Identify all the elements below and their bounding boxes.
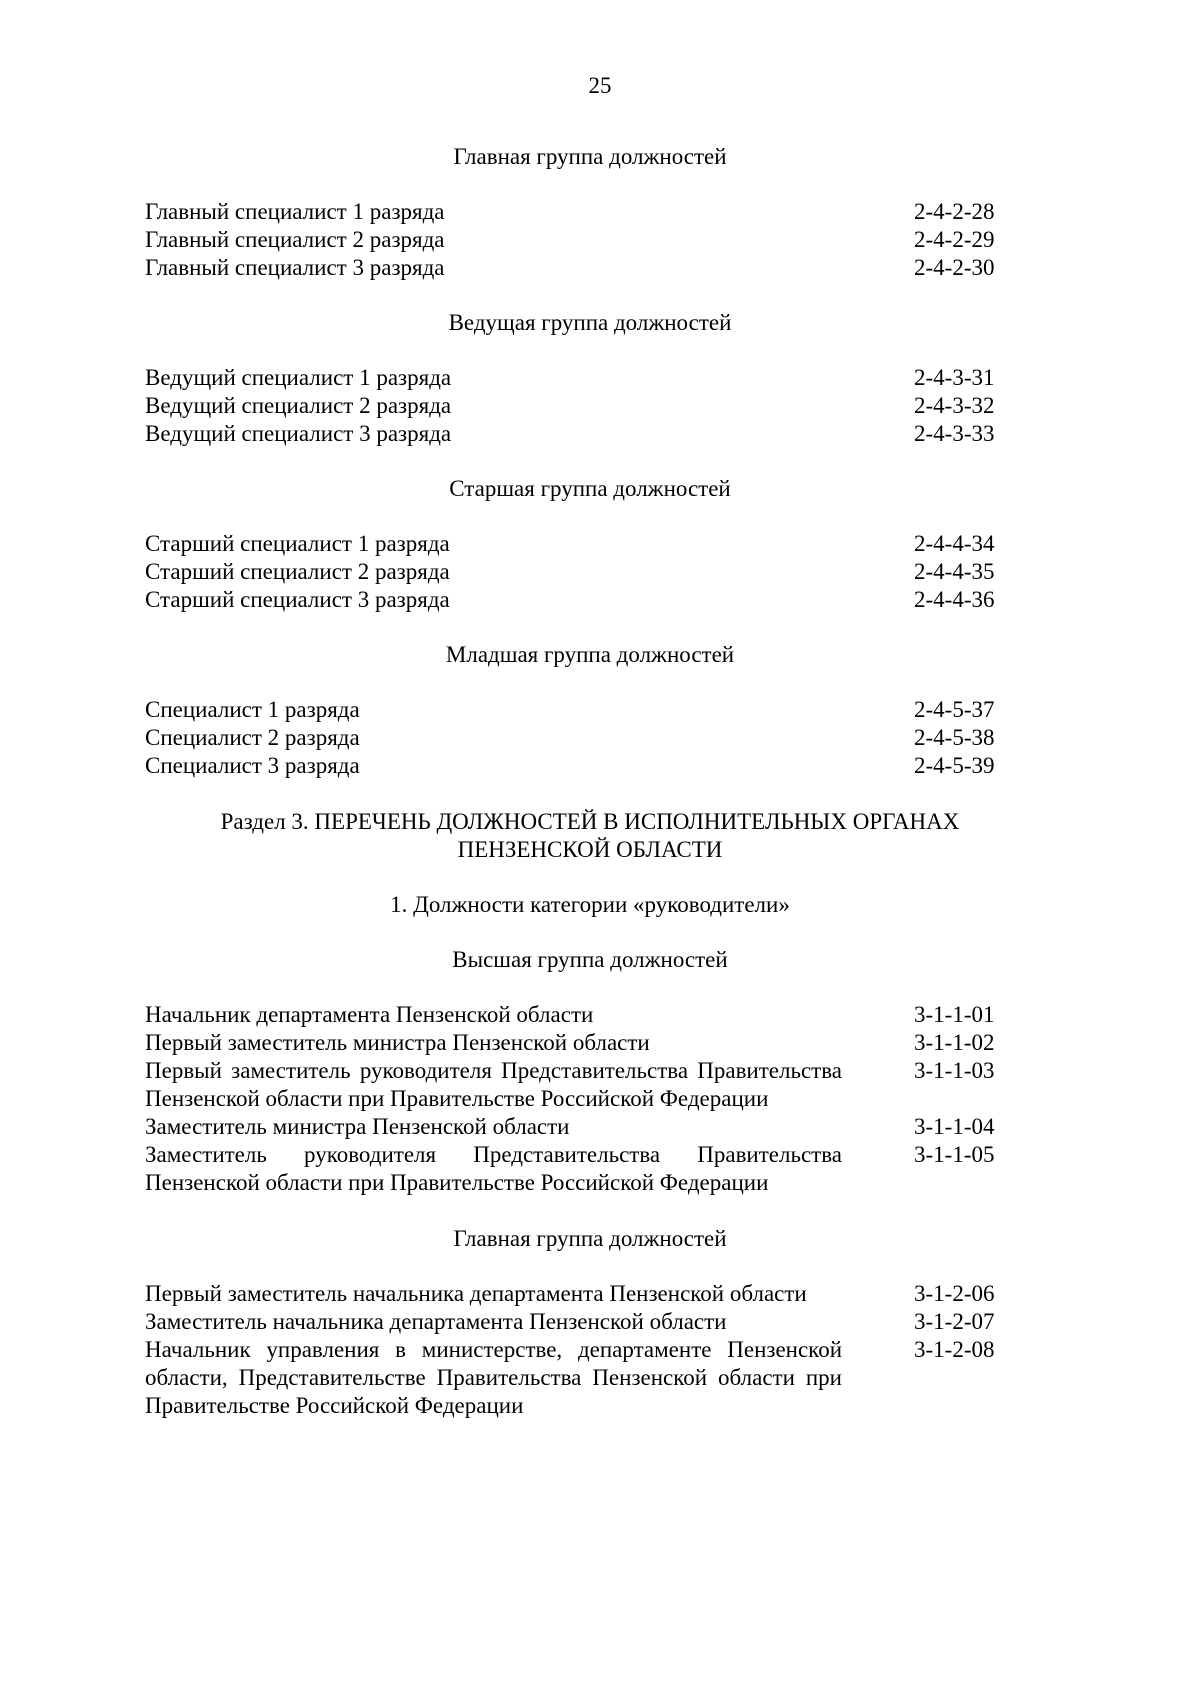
position-code: 2-4-4-34 (914, 531, 995, 556)
position-row (145, 1057, 1005, 1113)
position-row (145, 752, 1005, 780)
position-name: Специалист 2 разряда (145, 725, 360, 750)
position-name: Главный специалист 2 разряда (145, 227, 445, 252)
section-title-line: Раздел 3. ПЕРЕЧЕНЬ ДОЛЖНОСТЕЙ В ИСПОЛНИТЕЛЬНЫХ ОРГАНАХ (220, 809, 960, 834)
position-code: 3-1-1-05 (914, 1142, 995, 1167)
position-name: Старший специалист 1 разряда (145, 531, 450, 556)
group-heading-junior: Младшая группа должностей (445, 642, 735, 667)
group-heading-chief: Главная группа должностей (453, 144, 727, 169)
position-row (145, 420, 1005, 448)
group-heading-chief-2: Главная группа должностей (453, 1226, 727, 1251)
position-name: Ведущий специалист 3 разряда (145, 421, 452, 446)
position-row (145, 198, 1005, 226)
position-code: 3-1-1-02 (914, 1030, 995, 1055)
category-heading: 1. Должности категории «руководители» (390, 892, 790, 917)
position-code: 2-4-4-35 (914, 559, 995, 584)
position-row (145, 392, 1005, 420)
position-row (145, 558, 1005, 586)
position-name: Старший специалист 3 разряда (145, 587, 450, 612)
position-name: Первый заместитель начальника департамента Пензенской области (145, 1281, 807, 1306)
page-content (145, 143, 1005, 1420)
position-name: Главный специалист 3 разряда (145, 255, 445, 280)
position-code: 2-4-5-37 (914, 697, 995, 722)
group-heading-leading: Ведущая группа должностей (448, 310, 732, 335)
position-row (145, 1336, 1005, 1420)
position-row (145, 1308, 1005, 1336)
position-name: Начальник управления в министерстве, департаменте Пензенской области, Представительстве Правительства Пензенской области при Правительстве Российской Федерации (145, 1337, 842, 1418)
position-code: 2-4-2-29 (914, 227, 995, 252)
position-code: 2-4-5-39 (914, 753, 995, 778)
position-code: 2-4-5-38 (914, 725, 995, 750)
position-row (145, 696, 1005, 724)
position-name: Специалист 1 разряда (145, 697, 360, 722)
position-code: 2-4-3-33 (914, 421, 995, 446)
position-row (145, 254, 1005, 282)
position-list (145, 1280, 1005, 1420)
position-name: Заместитель руководителя Представительства Правительства Пензенской области при Правительстве Российской Федерации (145, 1142, 842, 1195)
position-name: Специалист 3 разряда (145, 753, 360, 778)
position-row (145, 1280, 1005, 1308)
position-code: 2-4-3-31 (914, 365, 995, 390)
position-list (145, 1001, 1005, 1197)
position-code: 3-1-1-04 (914, 1114, 995, 1139)
position-code: 3-1-1-03 (914, 1058, 995, 1083)
position-name: Первый заместитель министра Пензенской области (145, 1030, 650, 1055)
position-row (145, 364, 1005, 392)
position-row (145, 1029, 1005, 1057)
position-name: Первый заместитель руководителя Представительства Правительства Пензенской области при Правительстве Российской Федерации (145, 1058, 842, 1111)
position-code: 2-4-2-28 (914, 199, 995, 224)
position-name: Главный специалист 1 разряда (145, 199, 445, 224)
position-row (145, 1141, 1005, 1197)
position-name: Старший специалист 2 разряда (145, 559, 450, 584)
section-title-line: ПЕНЗЕНСКОЙ ОБЛАСТИ (457, 837, 723, 862)
position-list (145, 364, 1005, 448)
position-code: 2-4-3-32 (914, 393, 995, 418)
position-list (145, 530, 1005, 614)
position-row (145, 1113, 1005, 1141)
position-list (145, 198, 1005, 282)
position-code: 3-1-1-01 (914, 1002, 995, 1027)
group-heading-highest: Высшая группа должностей (452, 947, 728, 972)
position-row (145, 530, 1005, 558)
position-name: Заместитель министра Пензенской области (145, 1114, 570, 1139)
position-name: Ведущий специалист 2 разряда (145, 393, 452, 418)
position-list (145, 696, 1005, 780)
position-name: Начальник департамента Пензенской области (145, 1002, 594, 1027)
position-code: 3-1-2-07 (914, 1309, 995, 1334)
group-heading-senior: Старшая группа должностей (449, 476, 731, 501)
position-code: 2-4-2-30 (914, 255, 995, 280)
position-code: 3-1-2-08 (914, 1337, 995, 1362)
position-name: Ведущий специалист 1 разряда (145, 365, 452, 390)
section-title (145, 808, 1035, 864)
position-name: Заместитель начальника департамента Пензенской области (145, 1309, 727, 1334)
position-code: 3-1-2-06 (914, 1281, 995, 1306)
position-row (145, 226, 1005, 254)
position-row (145, 1001, 1005, 1029)
position-row (145, 586, 1005, 614)
page-number: 25 (588, 73, 612, 98)
position-row (145, 724, 1005, 752)
position-code: 2-4-4-36 (914, 587, 995, 612)
